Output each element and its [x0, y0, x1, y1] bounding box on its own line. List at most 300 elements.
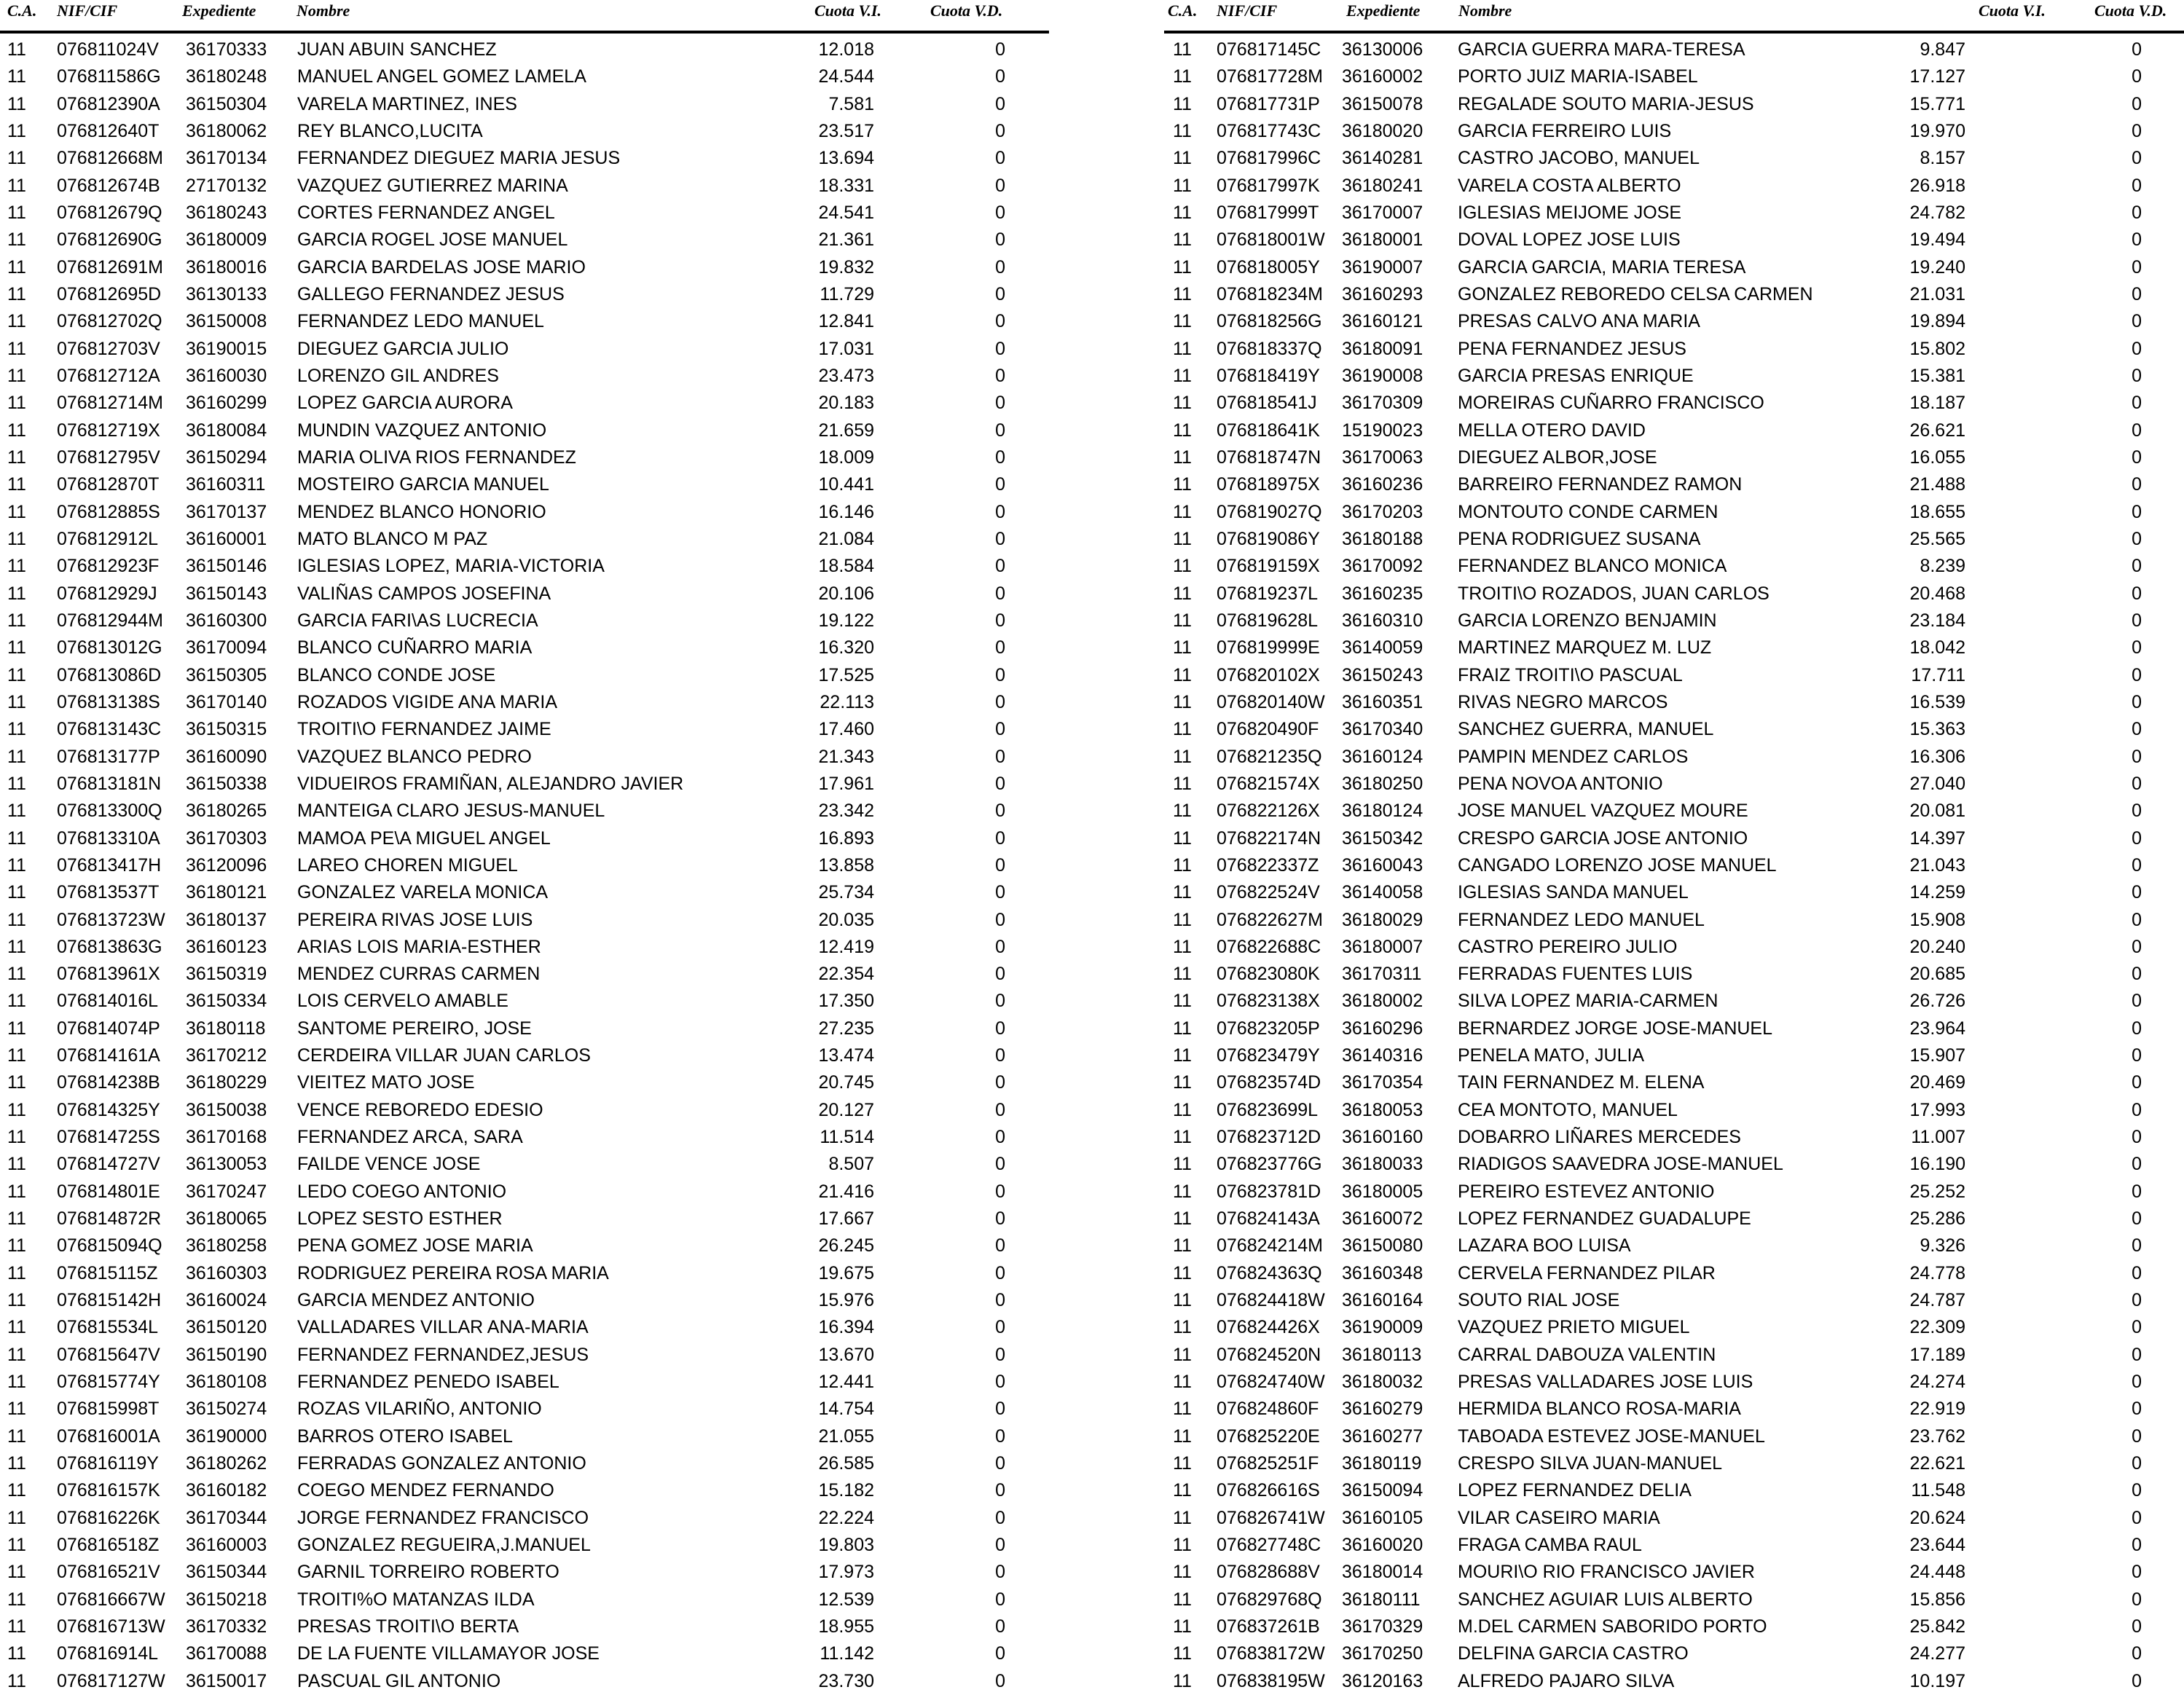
- cell-expediente: 36170309: [1342, 393, 1423, 414]
- right-table-body: [1164, 34, 2184, 1692]
- cell-expediente: 36150274: [186, 1399, 267, 1420]
- table-row: [0, 278, 1049, 305]
- cell-cuota-vi: 18.331: [818, 175, 874, 196]
- cell-nombre: VARELA MARTINEZ, INES: [297, 93, 517, 114]
- cell-ca: 11: [1173, 120, 1192, 141]
- cell-expediente: 36150334: [186, 991, 267, 1012]
- cell-cuota-vd: 0: [2132, 637, 2142, 658]
- cell-cuota-vd: 0: [2132, 175, 2142, 196]
- cell-nif: 076823205P: [1217, 1018, 1320, 1039]
- cell-ca: 11: [1173, 338, 1192, 359]
- cell-nif: 076821574X: [1217, 773, 1320, 794]
- cell-cuota-vd: 0: [2132, 39, 2142, 60]
- cell-expediente: 36150294: [186, 447, 267, 468]
- cell-ca: 11: [7, 120, 26, 141]
- cell-nombre: TROITI\O ROZADOS, JUAN CARLOS: [1458, 583, 1769, 604]
- cell-nif: 076814161A: [57, 1045, 160, 1066]
- cell-expediente: 36190015: [186, 338, 267, 359]
- cell-ca: 11: [7, 854, 26, 876]
- cell-cuota-vi: 22.224: [818, 1507, 874, 1528]
- cell-cuota-vd: 0: [2132, 1372, 2142, 1393]
- cell-ca: 11: [7, 827, 26, 849]
- cell-ca: 11: [1173, 773, 1192, 794]
- cell-cuota-vi: 10.197: [1909, 1670, 1965, 1691]
- cell-expediente: 36160043: [1342, 854, 1423, 876]
- cell-cuota-vi: 26.918: [1909, 175, 1965, 196]
- cell-expediente: 36120096: [186, 854, 267, 876]
- cell-expediente: 36150319: [186, 964, 267, 985]
- cell-nombre: MONTOUTO CONDE CARMEN: [1458, 501, 1718, 522]
- cell-cuota-vi: 24.541: [818, 202, 874, 223]
- cell-ca: 11: [1173, 528, 1192, 549]
- table-row: [0, 115, 1049, 142]
- table-row: [0, 1665, 1049, 1692]
- cell-nif: 076813138S: [57, 691, 160, 712]
- cell-cuota-vd: 0: [995, 664, 1005, 685]
- cell-nombre: FERNANDEZ BLANCO MONICA: [1458, 556, 1727, 577]
- table-row: [1164, 632, 2184, 658]
- cell-expediente: 36130133: [186, 283, 267, 304]
- cell-nif: 076813300Q: [57, 801, 162, 822]
- cell-cuota-vd: 0: [995, 1181, 1005, 1202]
- cell-cuota-vd: 0: [995, 229, 1005, 251]
- cell-expediente: 36170137: [186, 501, 267, 522]
- cell-cuota-vi: 23.473: [818, 365, 874, 386]
- cell-expediente: 36160160: [1342, 1127, 1423, 1148]
- cell-nombre: PRESAS CALVO ANA MARIA: [1458, 311, 1700, 332]
- table-row: [1164, 605, 2184, 632]
- cell-expediente: 36190000: [186, 1425, 267, 1447]
- cell-nif: 076813537T: [57, 882, 160, 903]
- cell-nombre: FAILDE VENCE JOSE: [297, 1154, 481, 1175]
- header-expediente: Expediente: [182, 1, 256, 20]
- cell-cuota-vd: 0: [2132, 1643, 2142, 1664]
- cell-nif: 076820140W: [1217, 691, 1325, 712]
- table-row: [1164, 1094, 2184, 1121]
- table-row: [1164, 686, 2184, 713]
- cell-nombre: GALLEGO FERNANDEZ JESUS: [297, 283, 565, 304]
- cell-cuota-vd: 0: [995, 1344, 1005, 1365]
- cell-expediente: 36150038: [186, 1099, 267, 1120]
- cell-expediente: 36160300: [186, 610, 267, 631]
- cell-nif: 076838172W: [1217, 1643, 1325, 1664]
- table-row: [0, 414, 1049, 441]
- table-row: [1164, 1012, 2184, 1039]
- cell-expediente: 36180007: [1342, 936, 1423, 957]
- cell-cuota-vi: 25.286: [1909, 1208, 1965, 1230]
- cell-expediente: 36180084: [186, 420, 267, 441]
- cell-cuota-vi: 21.043: [1909, 854, 1965, 876]
- cell-cuota-vd: 0: [2132, 1290, 2142, 1311]
- cell-expediente: 36170247: [186, 1181, 267, 1202]
- table-row: [1164, 34, 2184, 60]
- cell-cuota-vd: 0: [2132, 1616, 2142, 1637]
- cell-ca: 11: [1173, 882, 1192, 903]
- table-row: [1164, 550, 2184, 577]
- table-row: [0, 1176, 1049, 1203]
- table-row: [0, 468, 1049, 495]
- cell-ca: 11: [1173, 1425, 1192, 1447]
- cell-expediente: 36160002: [1342, 66, 1423, 87]
- cell-cuota-vi: 11.142: [820, 1643, 874, 1664]
- cell-ca: 11: [7, 1045, 26, 1066]
- cell-expediente: 36180119: [1342, 1453, 1422, 1474]
- cell-cuota-vd: 0: [2132, 1535, 2142, 1556]
- cell-nif: 076812690G: [57, 229, 162, 251]
- header-expediente: Expediente: [1346, 1, 1421, 20]
- cell-cuota-vi: 20.081: [1909, 801, 1965, 822]
- cell-cuota-vd: 0: [995, 610, 1005, 631]
- cell-nombre: VENCE REBOREDO EDESIO: [297, 1099, 543, 1120]
- cell-cuota-vd: 0: [995, 1480, 1005, 1501]
- cell-ca: 11: [1173, 1562, 1192, 1583]
- cell-cuota-vd: 0: [995, 1616, 1005, 1637]
- cell-nif: 076815094Q: [57, 1235, 162, 1256]
- cell-nif: 076812923F: [57, 556, 160, 577]
- cell-cuota-vi: 9.326: [1920, 1235, 1965, 1256]
- cell-ca: 11: [7, 39, 26, 60]
- cell-cuota-vd: 0: [995, 148, 1005, 169]
- cell-expediente: 36150305: [186, 664, 267, 685]
- cell-nif: 076813417H: [57, 854, 162, 876]
- cell-cuota-vd: 0: [995, 991, 1005, 1012]
- cell-nif: 076823699L: [1217, 1099, 1319, 1120]
- cell-ca: 11: [7, 801, 26, 822]
- table-row: [1164, 1611, 2184, 1637]
- cell-ca: 11: [1173, 909, 1192, 930]
- cell-nif: 076826616S: [1217, 1480, 1320, 1501]
- cell-nif: 076812702Q: [57, 311, 162, 332]
- cell-ca: 11: [7, 1127, 26, 1148]
- cell-cuota-vi: 12.419: [818, 936, 874, 957]
- cell-cuota-vd: 0: [995, 691, 1005, 712]
- cell-ca: 11: [1173, 393, 1192, 414]
- cell-nombre: LAZARA BOO LUISA: [1458, 1235, 1631, 1256]
- cell-nif: 076814325Y: [57, 1099, 160, 1120]
- table-row: [0, 1529, 1049, 1556]
- cell-ca: 11: [7, 1425, 26, 1447]
- table-row: [1164, 387, 2184, 414]
- cell-cuota-vd: 0: [995, 66, 1005, 87]
- cell-cuota-vi: 13.858: [818, 854, 874, 876]
- cell-ca: 11: [7, 1344, 26, 1365]
- cell-nif: 076817127W: [57, 1670, 165, 1691]
- cell-nombre: COEGO MENDEZ FERNANDO: [297, 1480, 554, 1501]
- table-row: [1164, 224, 2184, 251]
- cell-expediente: 36150120: [186, 1317, 267, 1338]
- cell-expediente: 36150143: [186, 583, 267, 604]
- cell-nif: 076812944M: [57, 610, 163, 631]
- cell-nombre: GARCIA PRESAS ENRIQUE: [1458, 365, 1694, 386]
- cell-cuota-vd: 0: [995, 39, 1005, 60]
- cell-cuota-vi: 11.007: [1911, 1127, 1965, 1148]
- cell-nif: 076816667W: [57, 1589, 165, 1610]
- cell-ca: 11: [1173, 1372, 1192, 1393]
- cell-expediente: 27170132: [186, 175, 267, 196]
- cell-expediente: 36180032: [1342, 1372, 1423, 1393]
- cell-nombre: DE LA FUENTE VILLAMAYOR JOSE: [297, 1643, 600, 1664]
- cell-nombre: GONZALEZ VARELA MONICA: [297, 882, 549, 903]
- cell-nombre: MARTINEZ MARQUEZ M. LUZ: [1458, 637, 1712, 658]
- cell-ca: 11: [7, 202, 26, 223]
- cell-ca: 11: [1173, 801, 1192, 822]
- cell-expediente: 36170344: [186, 1507, 267, 1528]
- cell-cuota-vd: 0: [995, 1372, 1005, 1393]
- cell-expediente: 36160003: [186, 1535, 267, 1556]
- cell-cuota-vd: 0: [995, 1154, 1005, 1175]
- cell-nombre: GARCIA MENDEZ ANTONIO: [297, 1290, 535, 1311]
- cell-nombre: FERNANDEZ ARCA, SARA: [297, 1127, 523, 1148]
- cell-cuota-vi: 22.354: [818, 964, 874, 985]
- cell-ca: 11: [7, 93, 26, 114]
- cell-cuota-vi: 25.842: [1909, 1616, 1965, 1637]
- cell-nif: 076817731P: [1217, 93, 1320, 114]
- cell-cuota-vd: 0: [2132, 991, 2142, 1012]
- cell-nombre: FERNANDEZ DIEGUEZ MARIA JESUS: [297, 148, 621, 169]
- cell-cuota-vd: 0: [2132, 882, 2142, 903]
- cell-cuota-vi: 24.274: [1909, 1372, 1965, 1393]
- cell-nif: 076816914L: [57, 1643, 159, 1664]
- cell-nombre: JORGE FERNANDEZ FRANCISCO: [297, 1507, 589, 1528]
- cell-cuota-vd: 0: [995, 175, 1005, 196]
- cell-ca: 11: [7, 1589, 26, 1610]
- cell-nombre: MANTEIGA CLARO JESUS-MANUEL: [297, 801, 605, 822]
- cell-nif: 076818419Y: [1217, 365, 1320, 386]
- cell-expediente: 36160236: [1342, 474, 1423, 495]
- cell-expediente: 36120163: [1342, 1670, 1423, 1691]
- cell-nombre: MANUEL ANGEL GOMEZ LAMELA: [297, 66, 586, 87]
- cell-nif: 076814801E: [57, 1181, 160, 1202]
- cell-ca: 11: [1173, 1235, 1192, 1256]
- cell-nif: 076816518Z: [57, 1535, 160, 1556]
- cell-cuota-vi: 8.157: [1920, 148, 1965, 169]
- cell-cuota-vi: 14.259: [1909, 882, 1965, 903]
- cell-nif: 076824418W: [1217, 1290, 1325, 1311]
- cell-cuota-vi: 8.507: [828, 1154, 874, 1175]
- cell-expediente: 36190008: [1342, 365, 1423, 386]
- cell-nif: 076814872R: [57, 1208, 162, 1230]
- cell-nombre: VALLADARES VILLAR ANA-MARIA: [297, 1317, 589, 1338]
- cell-expediente: 36180053: [1342, 1099, 1423, 1120]
- cell-nif: 076812712A: [57, 365, 160, 386]
- cell-ca: 11: [7, 1643, 26, 1664]
- cell-ca: 11: [7, 691, 26, 712]
- cell-nombre: CRESPO SILVA JUAN-MANUEL: [1458, 1453, 1723, 1474]
- cell-cuota-vi: 12.018: [818, 39, 874, 60]
- cell-nif: 076815998T: [57, 1399, 160, 1420]
- cell-cuota-vi: 23.964: [1909, 1018, 1965, 1039]
- cell-nombre: PENA FERNANDEZ JESUS: [1458, 338, 1686, 359]
- table-row: [0, 768, 1049, 795]
- table-row: [1164, 1366, 2184, 1393]
- cell-expediente: 36170340: [1342, 719, 1423, 740]
- table-row: [1164, 1502, 2184, 1529]
- cell-ca: 11: [1173, 175, 1192, 196]
- cell-cuota-vd: 0: [2132, 528, 2142, 549]
- cell-nif: 076824143A: [1217, 1208, 1320, 1230]
- cell-nif: 076813961X: [57, 964, 160, 985]
- cell-cuota-vi: 21.659: [818, 420, 874, 441]
- cell-cuota-vd: 0: [2132, 746, 2142, 767]
- cell-nif: 076818005Y: [1217, 256, 1320, 278]
- cell-nif: 076816157K: [57, 1480, 160, 1501]
- cell-ca: 11: [7, 1018, 26, 1039]
- cell-ca: 11: [1173, 556, 1192, 577]
- cell-cuota-vi: 20.240: [1909, 936, 1965, 957]
- cell-cuota-vd: 0: [2132, 120, 2142, 141]
- table-row: [0, 1230, 1049, 1256]
- cell-ca: 11: [1173, 1670, 1192, 1691]
- cell-cuota-vd: 0: [995, 501, 1005, 522]
- table-row: [0, 1148, 1049, 1175]
- cell-cuota-vd: 0: [2132, 229, 2142, 251]
- cell-ca: 11: [1173, 1507, 1192, 1528]
- cell-expediente: 36170203: [1342, 501, 1423, 522]
- cell-nif: 076819999E: [1217, 637, 1320, 658]
- cell-nif: 076823776G: [1217, 1154, 1322, 1175]
- table-row: [0, 60, 1049, 87]
- cell-nif: 076822126X: [1217, 801, 1320, 822]
- cell-cuota-vd: 0: [995, 882, 1005, 903]
- table-row: [0, 360, 1049, 387]
- cell-nombre: ARIAS LOIS MARIA-ESTHER: [297, 936, 541, 957]
- table-row: [0, 931, 1049, 958]
- header-nif: NIF/CIF: [57, 1, 118, 20]
- cell-nombre: REY BLANCO,LUCITA: [297, 120, 483, 141]
- cell-nombre: ALFREDO PAJARO SILVA: [1458, 1670, 1675, 1691]
- cell-nombre: REGALADE SOUTO MARIA-JESUS: [1458, 93, 1754, 114]
- cell-ca: 11: [7, 1072, 26, 1093]
- cell-expediente: 36160072: [1342, 1208, 1423, 1230]
- header-cuota-vd: Cuota V.D.: [2094, 1, 2167, 20]
- cell-expediente: 36170140: [186, 691, 267, 712]
- cell-nombre: ROZAS VILARIÑO, ANTONIO: [297, 1399, 542, 1420]
- cell-cuota-vd: 0: [995, 583, 1005, 604]
- cell-nombre: DOBARRO LIÑARES MERCEDES: [1458, 1127, 1741, 1148]
- cell-nombre: PAMPIN MENDEZ CARLOS: [1458, 746, 1689, 767]
- cell-nif: 076822688C: [1217, 936, 1321, 957]
- table-row: [0, 985, 1049, 1012]
- cell-expediente: 36180065: [186, 1208, 267, 1230]
- table-row: [0, 1393, 1049, 1420]
- cell-cuota-vi: 23.517: [818, 120, 874, 141]
- table-row: [1164, 985, 2184, 1012]
- cell-expediente: 36160279: [1342, 1399, 1423, 1420]
- table-row: [1164, 441, 2184, 468]
- table-row: [1164, 822, 2184, 849]
- cell-cuota-vd: 0: [995, 1425, 1005, 1447]
- cell-cuota-vd: 0: [995, 1235, 1005, 1256]
- table-row: [1164, 741, 2184, 768]
- cell-nombre: MOSTEIRO GARCIA MANUEL: [297, 474, 549, 495]
- cell-nombre: FRAIZ TROITI\O PASCUAL: [1458, 664, 1683, 685]
- cell-cuota-vd: 0: [2132, 1317, 2142, 1338]
- cell-expediente: 36180005: [1342, 1181, 1423, 1202]
- cell-ca: 11: [7, 1562, 26, 1583]
- cell-cuota-vd: 0: [2132, 420, 2142, 441]
- cell-nif: 076812714M: [57, 393, 163, 414]
- cell-ca: 11: [7, 637, 26, 658]
- cell-expediente: 36150342: [1342, 827, 1423, 849]
- cell-expediente: 36180250: [1342, 773, 1423, 794]
- cell-ca: 11: [7, 501, 26, 522]
- cell-nombre: BLANCO CONDE JOSE: [297, 664, 496, 685]
- table-row: [0, 305, 1049, 332]
- cell-cuota-vd: 0: [2132, 447, 2142, 468]
- cell-cuota-vd: 0: [2132, 1453, 2142, 1474]
- cell-expediente: 36180124: [1342, 801, 1423, 822]
- table-row: [0, 605, 1049, 632]
- cell-ca: 11: [7, 365, 26, 386]
- cell-cuota-vi: 11.729: [820, 283, 874, 304]
- cell-ca: 11: [1173, 447, 1192, 468]
- cell-cuota-vi: 23.644: [1909, 1535, 1965, 1556]
- cell-ca: 11: [7, 1154, 26, 1175]
- cell-expediente: 36180121: [186, 882, 267, 903]
- cell-cuota-vd: 0: [995, 827, 1005, 849]
- table-row: [0, 88, 1049, 115]
- cell-nombre: CORTES FERNANDEZ ANGEL: [297, 202, 555, 223]
- cell-cuota-vi: 21.361: [818, 229, 874, 251]
- cell-expediente: 36190009: [1342, 1317, 1423, 1338]
- cell-nif: 076812719X: [57, 420, 160, 441]
- cell-cuota-vi: 20.106: [818, 583, 874, 604]
- cell-expediente: 36180020: [1342, 120, 1423, 141]
- cell-cuota-vd: 0: [2132, 1208, 2142, 1230]
- cell-ca: 11: [1173, 1344, 1192, 1365]
- cell-nif: 076817996C: [1217, 148, 1321, 169]
- cell-cuota-vi: 18.009: [818, 447, 874, 468]
- cell-ca: 11: [1173, 1018, 1192, 1039]
- cell-cuota-vd: 0: [2132, 1099, 2142, 1120]
- cell-cuota-vi: 14.397: [1909, 827, 1965, 849]
- cell-ca: 11: [7, 1099, 26, 1120]
- cell-nombre: DELFINA GARCIA CASTRO: [1458, 1643, 1689, 1664]
- cell-ca: 11: [7, 447, 26, 468]
- cell-ca: 11: [1173, 964, 1192, 985]
- cell-expediente: 36160296: [1342, 1018, 1423, 1039]
- cell-cuota-vd: 0: [2132, 1235, 2142, 1256]
- cell-cuota-vi: 27.040: [1909, 773, 1965, 794]
- cell-cuota-vi: 24.778: [1909, 1262, 1965, 1283]
- cell-cuota-vd: 0: [995, 773, 1005, 794]
- cell-cuota-vd: 0: [995, 964, 1005, 985]
- cell-cuota-vi: 18.955: [818, 1616, 874, 1637]
- cell-cuota-vd: 0: [995, 1399, 1005, 1420]
- cell-cuota-vd: 0: [2132, 93, 2142, 114]
- cell-cuota-vd: 0: [2132, 148, 2142, 169]
- cell-ca: 11: [1173, 1045, 1192, 1066]
- cell-nombre: ROZADOS VIGIDE ANA MARIA: [297, 691, 558, 712]
- cell-nif: 076817997K: [1217, 175, 1320, 196]
- cell-expediente: 36180108: [186, 1372, 267, 1393]
- table-row: [1164, 1339, 2184, 1366]
- cell-expediente: 36150344: [186, 1562, 267, 1583]
- cell-nif: 076823479Y: [1217, 1045, 1320, 1066]
- cell-expediente: 36160310: [1342, 610, 1423, 631]
- cell-ca: 11: [7, 148, 26, 169]
- cell-cuota-vd: 0: [2132, 1480, 2142, 1501]
- table-row: [0, 659, 1049, 686]
- cell-ca: 11: [7, 474, 26, 495]
- cell-nombre: GARCIA BARDELAS JOSE MARIO: [297, 256, 586, 278]
- cell-cuota-vd: 0: [2132, 1562, 2142, 1583]
- cell-cuota-vd: 0: [2132, 256, 2142, 278]
- cell-nombre: RIADIGOS SAAVEDRA JOSE-MANUEL: [1458, 1154, 1783, 1175]
- cell-nombre: LOIS CERVELO AMABLE: [297, 991, 508, 1012]
- cell-expediente: 36160164: [1342, 1290, 1423, 1311]
- cell-cuota-vd: 0: [995, 1045, 1005, 1066]
